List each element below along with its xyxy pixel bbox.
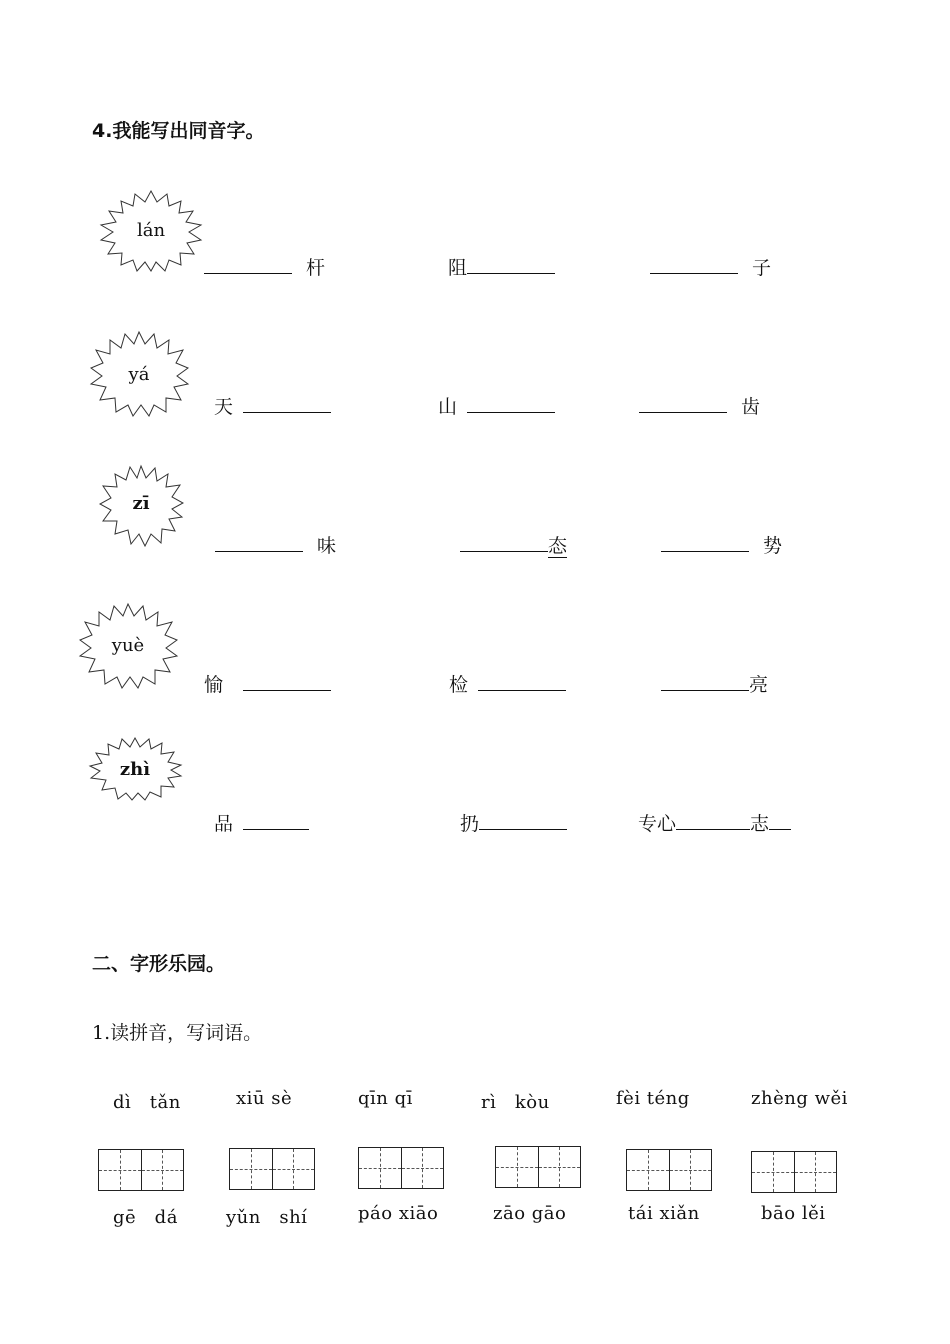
pinyin-bottom-5: tái xiǎn (628, 1203, 700, 1224)
blank-row-4-item-3[interactable]: 亮 (657, 670, 768, 697)
pinyin-bottom-2: yǔn shí (226, 1207, 308, 1228)
pinyin-label: zī (132, 493, 150, 514)
blank-row-5-item-2[interactable]: 扔 (460, 809, 571, 836)
starburst-lan (97, 189, 205, 273)
blank-row-2-item-3[interactable]: 齿 (635, 392, 760, 419)
pinyin-top-3: qīn qī (358, 1088, 413, 1109)
pinyin-label: lán (136, 220, 166, 241)
blank-row-3-item-3[interactable]: 势 (657, 531, 782, 558)
grid-cell[interactable] (142, 1150, 184, 1190)
blank-row-1-item-1[interactable]: 杆 (200, 253, 325, 280)
writing-grid[interactable] (626, 1149, 712, 1191)
pinyin-top-2: xiū sè (236, 1088, 293, 1109)
blank-row-4-item-1[interactable]: 愉 (204, 670, 335, 697)
writing-grid[interactable] (229, 1148, 315, 1190)
writing-grid[interactable] (358, 1147, 444, 1189)
pinyin-top-1: dì tǎn (113, 1092, 181, 1113)
grid-cell[interactable] (795, 1152, 837, 1192)
grid-cell[interactable] (273, 1149, 315, 1189)
starburst-zhi (87, 736, 183, 802)
writing-grid[interactable] (751, 1151, 837, 1193)
pinyin-label: yá (128, 364, 150, 385)
section-2-title: 二、字形乐园。 (92, 953, 226, 975)
pinyin-bottom-4: zāo gāo (493, 1203, 567, 1224)
grid-cell[interactable] (99, 1150, 142, 1190)
pinyin-bottom-1: gē dá (113, 1207, 178, 1228)
blank-row-1-item-3[interactable]: 子 (646, 253, 771, 280)
blank-row-2-item-1[interactable]: 天 (214, 392, 335, 419)
grid-cell[interactable] (402, 1148, 444, 1188)
grid-cell[interactable] (670, 1150, 712, 1190)
starburst-yue (77, 602, 179, 690)
writing-grid[interactable] (98, 1149, 184, 1191)
grid-cell[interactable] (752, 1152, 795, 1192)
subsection-1-title: 1.读拼音，写词语。 (92, 1022, 263, 1044)
grid-cell[interactable] (496, 1147, 539, 1187)
blank-row-4-item-2[interactable]: 检 (449, 670, 570, 697)
blank-row-5-item-3[interactable]: 专心 志 (638, 809, 791, 836)
blank-row-2-item-2[interactable]: 山 (438, 392, 559, 419)
blank-row-1-item-2[interactable]: 阻 (448, 253, 559, 280)
writing-grid[interactable] (495, 1146, 581, 1188)
grid-cell[interactable] (539, 1147, 581, 1187)
blank-row-3-item-1[interactable]: 味 (211, 531, 336, 558)
blank-row-3-item-2[interactable]: 态 (456, 531, 567, 558)
pinyin-top-4: rì kòu (481, 1092, 550, 1113)
pinyin-label: zhì (119, 759, 151, 780)
pinyin-label: yuè (111, 635, 145, 656)
grid-cell[interactable] (230, 1149, 273, 1189)
pinyin-top-5: fèi téng (616, 1088, 690, 1109)
pinyin-bottom-3: páo xiāo (358, 1203, 439, 1224)
starburst-ya (88, 330, 190, 418)
section-4-title: 4.我能写出同音字。 (92, 120, 265, 142)
blank-row-5-item-1[interactable]: 品 (214, 809, 313, 836)
pinyin-bottom-6: bāo lěi (761, 1203, 826, 1224)
starburst-zi (98, 464, 184, 548)
grid-cell[interactable] (627, 1150, 670, 1190)
grid-cell[interactable] (359, 1148, 402, 1188)
pinyin-top-6: zhèng wěi (751, 1088, 848, 1109)
